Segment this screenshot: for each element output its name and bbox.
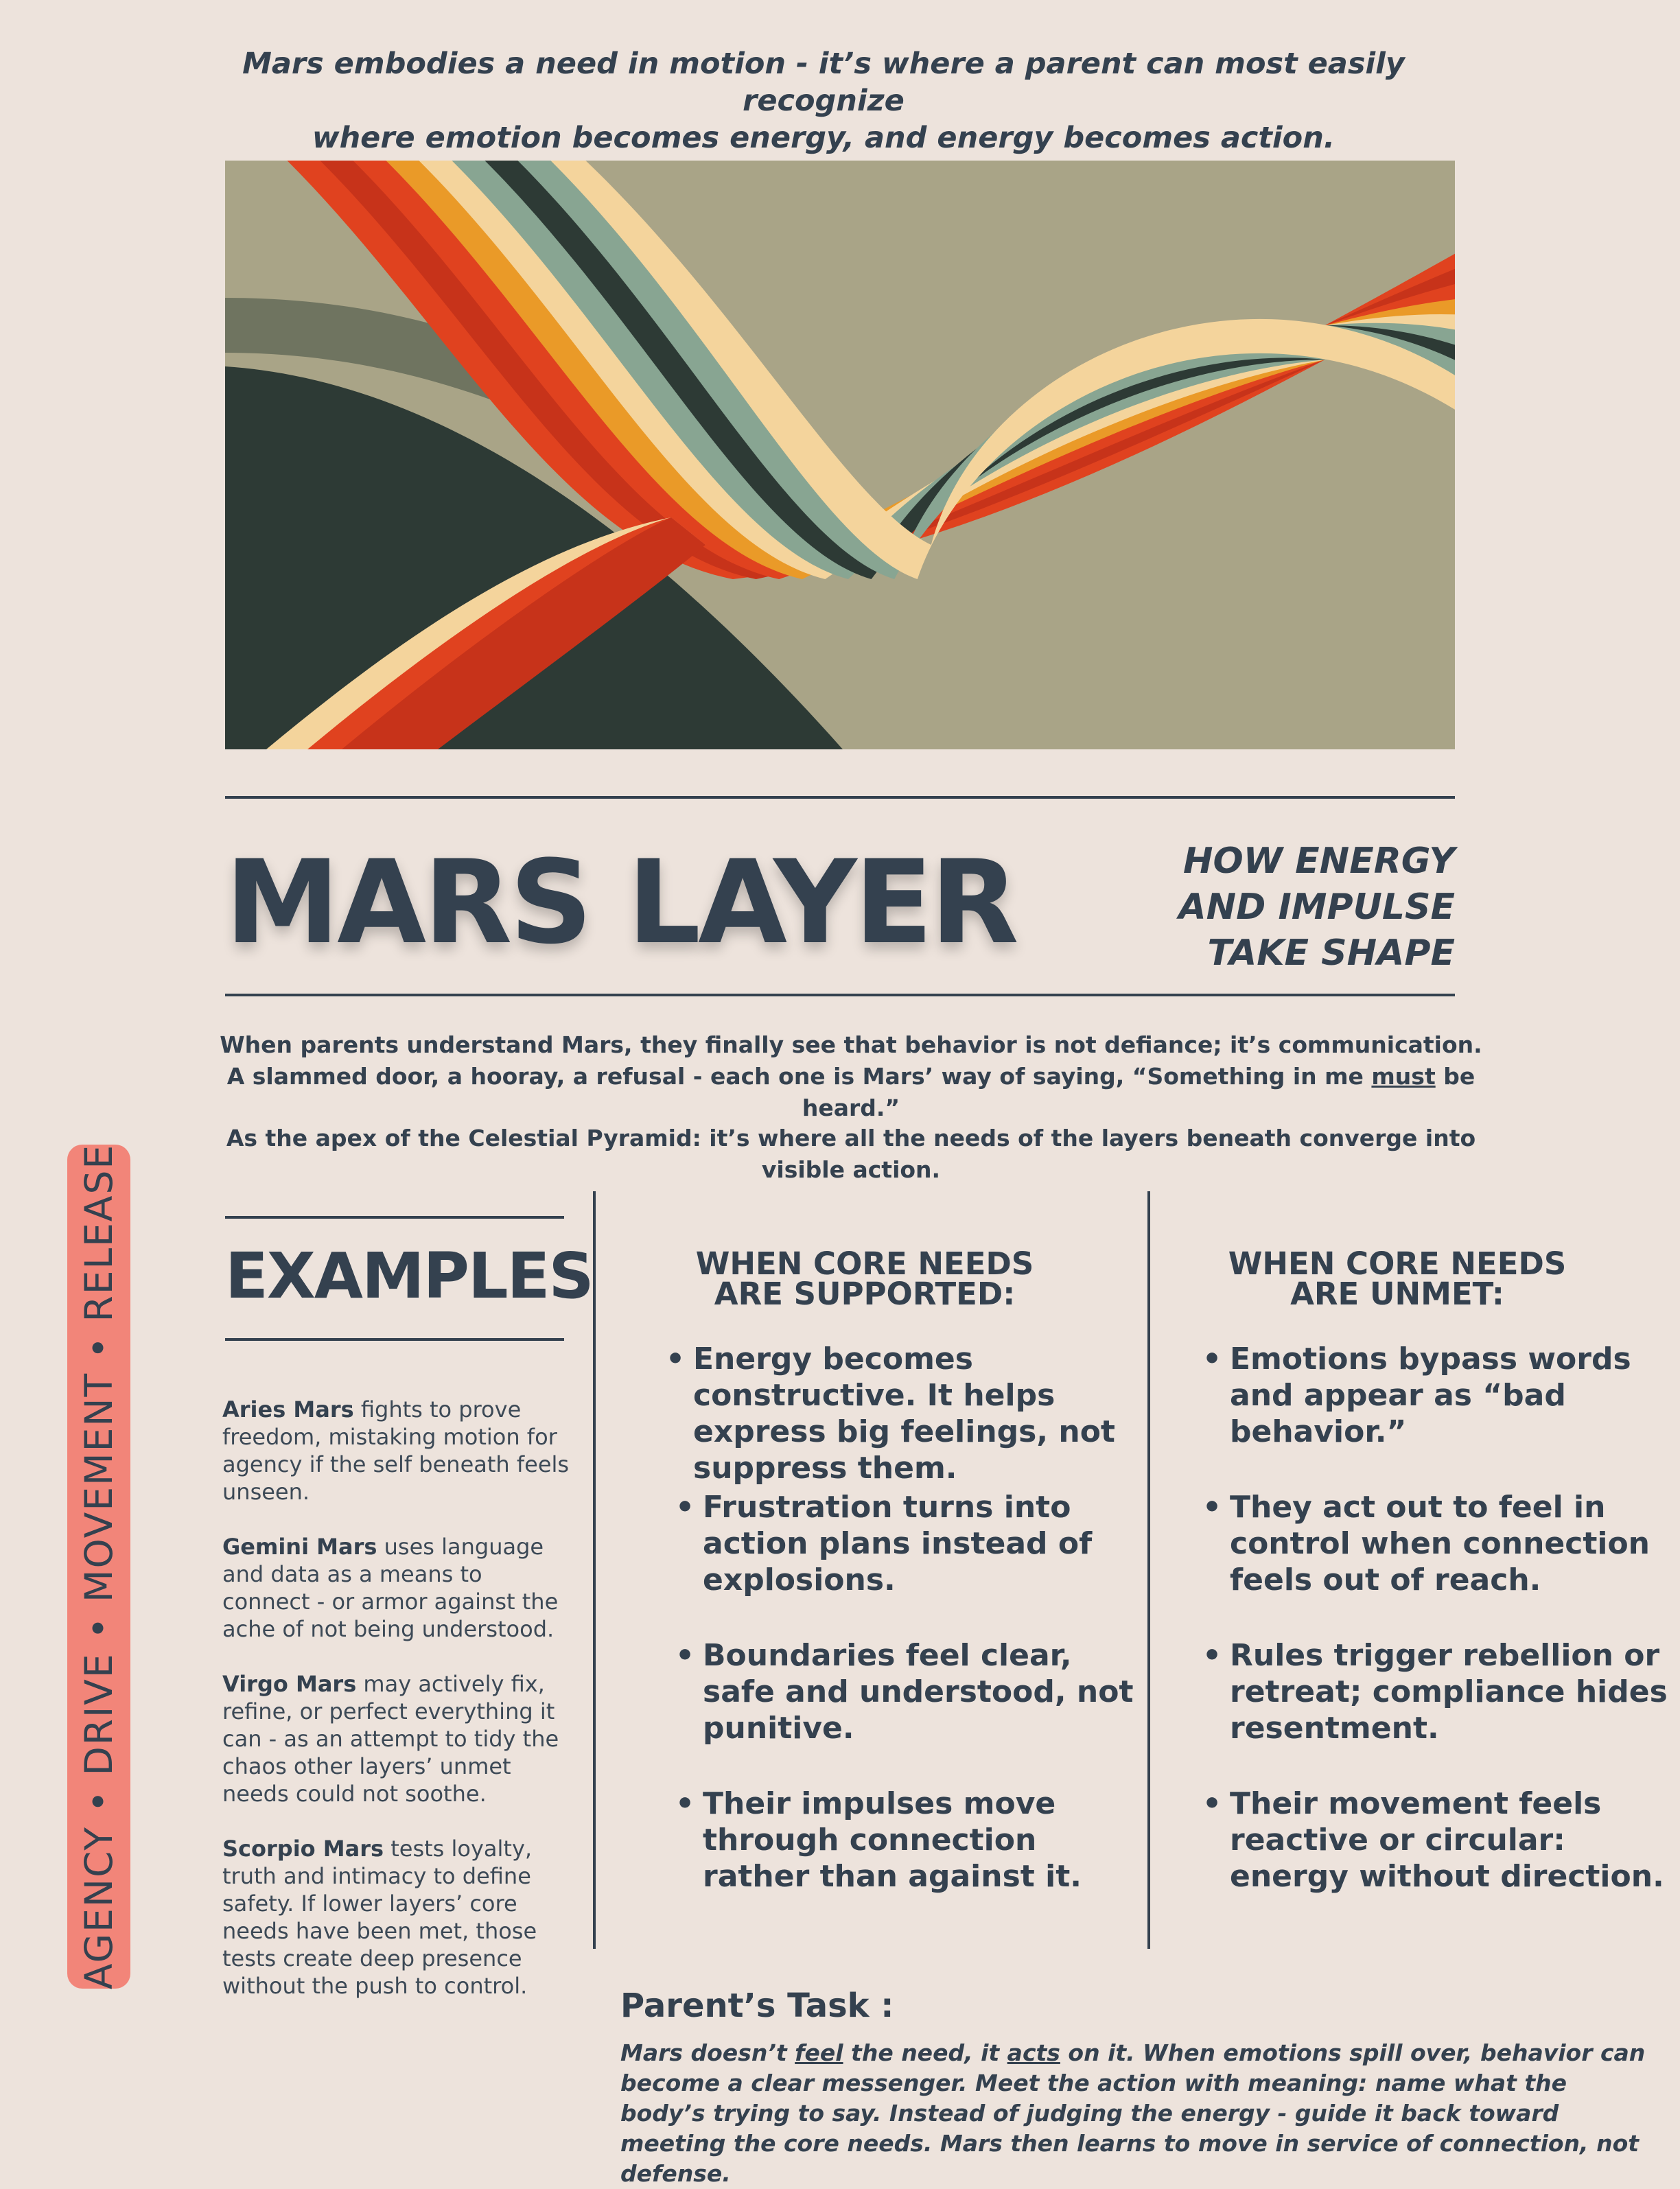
subtitle-line-1: HOW ENERGY bbox=[1182, 841, 1455, 882]
page-subtitle bbox=[1098, 839, 1455, 976]
example-aries: Aries Mars fights to prove freedom, mistaking motion for agency if the self beneath feels unseen. bbox=[222, 1396, 570, 1505]
parents-task-text: Mars doesn’t feel the need, it acts on it. When emotions spill over, behavior can become a clear messenger. Meet the action with meaning: name what the body’s trying to say. Instead of judging the energy - guide it back toward meeting the core needs. Mars then learns to move in service of connection, not defense. bbox=[620, 2039, 1646, 2187]
supported-bullet: • Frustration turns into action plans instead of explosions. bbox=[675, 1489, 1142, 1598]
emphasis-must: must bbox=[1371, 1063, 1436, 1090]
emphasis-feel: feel bbox=[795, 2039, 843, 2066]
title-divider-bottom bbox=[225, 994, 1455, 996]
summary-line-1: When parents understand Mars, they finally see that behavior is not defiance; it’s communication. bbox=[220, 1031, 1482, 1058]
hero-artwork bbox=[225, 161, 1455, 749]
apex-statement: As the apex of the Celestial Pyramid: it’s where all the needs of the layers beneath converge into visible action. bbox=[226, 1125, 1476, 1183]
supported-bullet: • Energy becomes constructive. It helps express big feelings, not suppress them. bbox=[666, 1341, 1160, 1486]
column-divider-1 bbox=[593, 1191, 596, 1949]
unmet-bullet: • Rules trigger rebellion or retreat; compliance hides resentment. bbox=[1202, 1637, 1669, 1746]
summary bbox=[206, 1029, 1496, 1124]
unmet-bullet: • Their movement feels reactive or circular: energy without direction. bbox=[1202, 1786, 1669, 1895]
unmet-heading: WHEN CORE NEEDS ARE UNMET: bbox=[1228, 1245, 1567, 1312]
page-title: MARS LAYER bbox=[225, 835, 1016, 970]
subtitle-line-3: TAKE SHAPE bbox=[1207, 933, 1455, 974]
intro-line-1: Mars embodies a need in motion - it’s where a parent can most easily recognize bbox=[242, 47, 1405, 118]
example-gemini: Gemini Mars uses language and data as a means to connect - or armor against the ache of not being understood. bbox=[222, 1534, 559, 1642]
emphasis-acts: acts bbox=[1007, 2039, 1060, 2066]
intro-line-2: where emotion becomes energy, and energy becomes action. bbox=[312, 121, 1335, 155]
abstract-waves-image bbox=[225, 161, 1455, 749]
unmet-bullet: • They act out to feel in control when connection feels out of reach. bbox=[1202, 1489, 1669, 1598]
subtitle-line-2: AND IMPULSE bbox=[1178, 887, 1455, 928]
title-divider-top bbox=[225, 796, 1455, 799]
side-label-text: AGENCY • DRIVE • MOVEMENT • RELEASE bbox=[77, 1143, 121, 1990]
unmet-bullet: • Emotions bypass words and appear as “bad behavior.” bbox=[1202, 1341, 1655, 1450]
example-virgo: Virgo Mars may actively fix, refine, or perfect everything it can - as an attempt to tidy the chaos other layers’ unmet needs could not soothe. bbox=[222, 1671, 559, 1807]
supported-bullet: • Boundaries feel clear, safe and understood, not punitive. bbox=[675, 1637, 1142, 1746]
examples-divider-bottom bbox=[225, 1338, 564, 1341]
examples-divider-top bbox=[225, 1216, 564, 1219]
intro-quote bbox=[178, 45, 1469, 156]
supported-heading: WHEN CORE NEEDS ARE SUPPORTED: bbox=[695, 1245, 1034, 1312]
summary-line-2: A slammed door, a hooray, a refusal - each one is Mars’ way of saying, “Something in me must be heard.” bbox=[226, 1063, 1475, 1121]
column-divider-2 bbox=[1147, 1191, 1150, 1949]
examples-heading: EXAMPLES bbox=[225, 1239, 593, 1313]
parents-task-heading: Parent’s Task : bbox=[620, 1987, 894, 2025]
example-scorpio: Scorpio Mars tests loyalty, truth and intimacy to define safety. If lower layers’ core needs have been met, those tests create deep presence without the push to control. bbox=[222, 1836, 537, 1999]
supported-bullet: • Their impulses move through connection rather than against it. bbox=[675, 1786, 1142, 1895]
